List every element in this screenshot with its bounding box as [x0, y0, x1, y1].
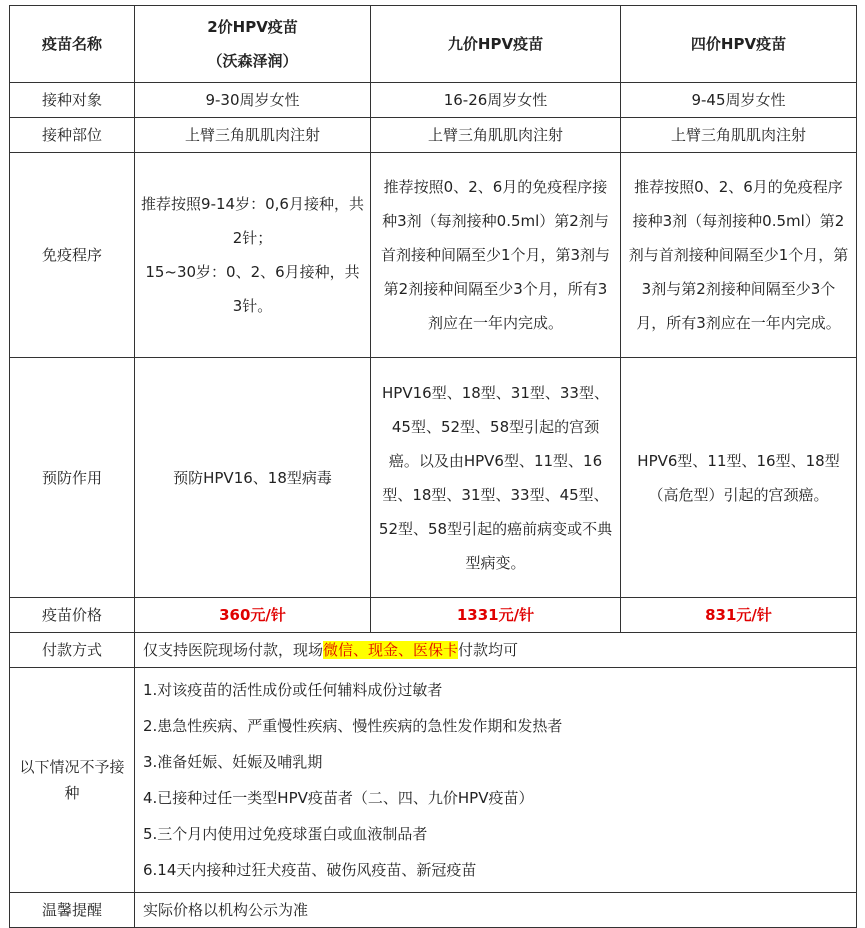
payment-text-before: 仅支持医院现场付款，现场 [143, 641, 324, 659]
schedule-bivalent-b: 15~30岁：0、2、6月接种，共3针。 [145, 263, 360, 315]
header-row [10, 6, 857, 83]
hpv-vaccine-table [9, 5, 857, 928]
exclusions-list [135, 668, 857, 893]
header-bivalent [135, 6, 371, 83]
prevent-bivalent: 预防HPV16、18型病毒 [135, 358, 371, 598]
row-target [10, 83, 857, 118]
schedule-quadrivalent: 推荐按照0、2、6月的免疫程序接种3剂（每剂接种0.5ml）第2剂与首剂接种间隔至少1个月，第3剂与第2剂接种间隔至少3个月，所有3剂应在一年内完成。 [621, 153, 857, 358]
payment-label: 付款方式 [10, 633, 135, 668]
row-site [10, 118, 857, 153]
price-quadrivalent: 831元/针 [621, 598, 857, 633]
header-bivalent-maker: （沃森泽润） [207, 52, 298, 70]
prevent-quadrivalent: HPV6型、11型、16型、18型（高危型）引起的宫颈癌。 [621, 358, 857, 598]
schedule-nonavalent: 推荐按照0、2、6月的免疫程序接种3剂（每剂接种0.5ml）第2剂与首剂接种间隔至少1个月，第3剂与第2剂接种间隔至少3个月，所有3剂应在一年内完成。 [371, 153, 621, 358]
exclusion-item: 3.准备妊娠、妊娠及哺乳期 [143, 753, 323, 771]
exclusion-item: 1.对该疫苗的活性成份或任何辅料成份过敏者 [143, 681, 443, 699]
target-quadrivalent: 9-45周岁女性 [621, 83, 857, 118]
row-price [10, 598, 857, 633]
prevent-label: 预防作用 [10, 358, 135, 598]
target-bivalent: 9-30周岁女性 [135, 83, 371, 118]
payment-value [135, 633, 857, 668]
target-label: 接种对象 [10, 83, 135, 118]
row-note [10, 893, 857, 928]
prevent-nonavalent: HPV16型、18型、31型、33型、45型、52型、58型引起的宫颈癌。以及由HPV6型、11型、16型、18型、31型、33型、45型、52型、58型引起的癌前病变或不典型病变。 [371, 358, 621, 598]
exclusion-item: 2.患急性疾病、严重慢性疾病、慢性疾病的急性发作期和发热者 [143, 717, 563, 735]
price-label: 疫苗价格 [10, 598, 135, 633]
row-schedule [10, 153, 857, 358]
exclusion-item: 4.已接种过任一类型HPV疫苗者（二、四、九价HPV疫苗） [143, 789, 534, 807]
exclusion-item: 6.14天内接种过狂犬疫苗、破伤风疫苗、新冠疫苗 [143, 861, 477, 879]
schedule-bivalent-a: 推荐按照9-14岁：0,6月接种，共2针； [141, 195, 364, 247]
header-nonavalent: 九价HPV疫苗 [371, 6, 621, 83]
price-nonavalent: 1331元/针 [371, 598, 621, 633]
header-quadrivalent: 四价HPV疫苗 [621, 6, 857, 83]
schedule-bivalent [135, 153, 371, 358]
exclusion-item: 5.三个月内使用过免疫球蛋白或血液制品者 [143, 825, 428, 843]
note-label: 温馨提醒 [10, 893, 135, 928]
payment-text-after: 付款均可 [458, 641, 519, 659]
target-nonavalent: 16-26周岁女性 [371, 83, 621, 118]
site-bivalent: 上臂三角肌肌肉注射 [135, 118, 371, 153]
site-nonavalent: 上臂三角肌肌肉注射 [371, 118, 621, 153]
note-value: 实际价格以机构公示为准 [135, 893, 857, 928]
header-bivalent-title: 2价HPV疫苗 [207, 18, 298, 36]
payment-highlight: 微信、现金、医保卡 [323, 641, 459, 659]
site-quadrivalent: 上臂三角肌肌肉注射 [621, 118, 857, 153]
price-bivalent: 360元/针 [135, 598, 371, 633]
schedule-label: 免疫程序 [10, 153, 135, 358]
row-prevent [10, 358, 857, 598]
row-payment [10, 633, 857, 668]
row-exclusions [10, 668, 857, 893]
exclusions-label: 以下情况不予接种 [10, 668, 135, 893]
site-label: 接种部位 [10, 118, 135, 153]
header-vaccine-name: 疫苗名称 [10, 6, 135, 83]
